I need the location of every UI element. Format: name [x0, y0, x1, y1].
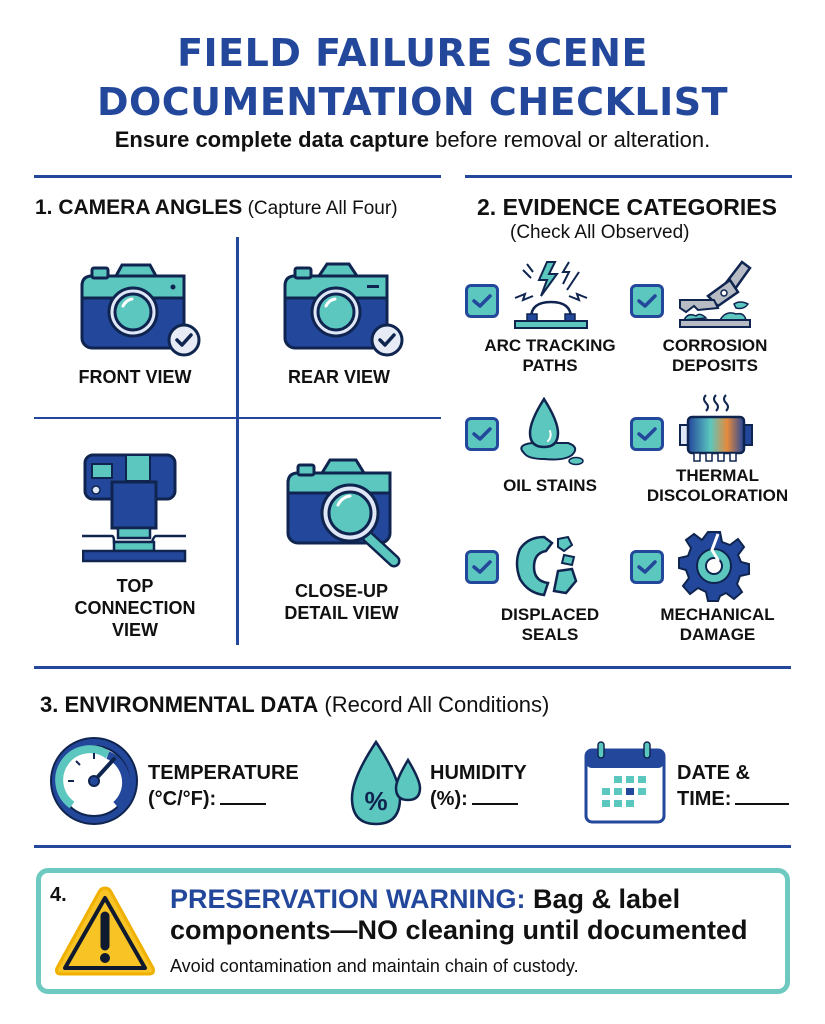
label-line: TOP: [116, 576, 154, 596]
front-view-label: FRONT VIEW: [78, 367, 192, 387]
arc-lightning-icon: [513, 258, 589, 330]
field-unit: TIME:: [677, 788, 732, 810]
label-line: CORROSION: [662, 336, 768, 355]
label-line: VIEW: [111, 620, 158, 640]
temperature-input-blank[interactable]: [220, 787, 266, 805]
label-line: CONNECTION: [74, 598, 196, 618]
camera-top-mount-icon: [82, 452, 188, 564]
oil-drop-icon: [514, 397, 586, 467]
label-line: PATHS: [522, 356, 578, 375]
heading-note: (Capture All Four): [242, 198, 398, 219]
corrosion-checkbox[interactable]: [630, 284, 664, 318]
subtitle-rest: before removal or alteration.: [428, 127, 711, 152]
temperature-field[interactable]: [148, 760, 299, 812]
warning-accent: PRESERVATION WARNING:: [170, 884, 526, 914]
check-icon: [637, 559, 657, 575]
evidence-heading: 2. EVIDENCE CATEGORIES: [477, 194, 777, 220]
field-label: HUMIDITY: [430, 762, 527, 784]
check-icon: [472, 426, 492, 442]
camera-magnifier-icon: [286, 457, 410, 569]
label-line: SEALS: [521, 625, 579, 644]
warning-detail: Avoid contamination and maintain chain of custody.: [170, 956, 579, 976]
warning-headline: [170, 884, 680, 915]
label-line: DISPLACED: [500, 605, 600, 624]
corroded-terminal-icon: [678, 260, 754, 330]
label-line: ARC TRACKING: [484, 336, 616, 355]
temperature-gauge-icon: [48, 735, 140, 827]
warning-text: Bag & label: [525, 884, 681, 914]
displaced-seals-label: [470, 605, 630, 645]
check-icon: [472, 559, 492, 575]
evidence-note: (Check All Observed): [510, 222, 690, 243]
broken-gear-icon: [678, 530, 750, 602]
page-title-line-1: FIELD FAILURE SCENE: [177, 31, 648, 75]
arc-tracking-label: [470, 336, 630, 376]
check-icon: [637, 293, 657, 309]
mechanical-damage-checkbox[interactable]: [630, 550, 664, 584]
divider: [465, 175, 792, 178]
date-time-field[interactable]: [677, 760, 789, 812]
divider: [34, 666, 791, 669]
top-connection-view-label: [40, 575, 230, 641]
thermal-checkbox[interactable]: [630, 417, 664, 451]
grid-divider-vertical: [236, 237, 239, 645]
page-title-line-2: DOCUMENTATION CHECKLIST: [96, 80, 729, 124]
displaced-seals-checkbox[interactable]: [465, 550, 499, 584]
check-icon: [637, 426, 657, 442]
heading-note: (Record All Conditions): [318, 692, 550, 717]
camera-check-icon: [80, 262, 204, 358]
label-line: DISCOLORATION: [646, 486, 789, 505]
arc-tracking-checkbox[interactable]: [465, 284, 499, 318]
humidity-input-blank[interactable]: [472, 787, 518, 805]
label-line: MECHANICAL: [660, 605, 775, 624]
grid-divider-horizontal: [34, 417, 441, 419]
label-line: DAMAGE: [679, 625, 756, 644]
calendar-icon: [584, 740, 666, 824]
label-line: THERMAL: [675, 466, 760, 485]
heading-text: 3. ENVIRONMENTAL DATA: [40, 692, 319, 717]
label-line: DETAIL VIEW: [284, 603, 399, 623]
subtitle: [0, 127, 825, 153]
label-line: DEPOSITS: [672, 356, 758, 375]
field-label: DATE &: [677, 762, 750, 784]
field-unit: (%):: [430, 788, 468, 810]
field-unit: (°C/°F):: [148, 788, 217, 810]
field-label: TEMPERATURE: [148, 762, 299, 784]
close-up-detail-view-label: [244, 580, 439, 624]
svg-text:%: %: [364, 786, 388, 816]
oil-stains-checkbox[interactable]: [465, 417, 499, 451]
camera-check-icon: [283, 262, 407, 358]
label-line: CLOSE-UP: [294, 581, 388, 601]
section-number: 4.: [50, 884, 67, 906]
mechanical-damage-label: [630, 605, 805, 645]
humidity-field[interactable]: [430, 760, 527, 812]
camera-angles-heading: [35, 196, 398, 220]
corrosion-label: [635, 336, 795, 376]
broken-seal-icon: [514, 533, 584, 601]
heated-component-icon: [678, 393, 754, 465]
heading-text: 1. CAMERA ANGLES: [35, 196, 243, 219]
humidity-drops-icon: [348, 738, 428, 830]
environmental-heading: [40, 692, 549, 718]
warning-headline-line2: components—NO cleaning until documented: [170, 915, 748, 945]
date-time-input-blank[interactable]: [735, 787, 789, 805]
divider: [34, 175, 441, 178]
warning-triangle-icon: [53, 884, 157, 978]
thermal-discoloration-label: [630, 466, 805, 506]
divider: [34, 845, 791, 848]
subtitle-emphasis: Ensure complete data capture: [114, 127, 429, 152]
rear-view-label: REAR VIEW: [287, 367, 390, 387]
check-icon: [472, 293, 492, 309]
oil-stains-label: OIL STAINS: [503, 476, 597, 495]
